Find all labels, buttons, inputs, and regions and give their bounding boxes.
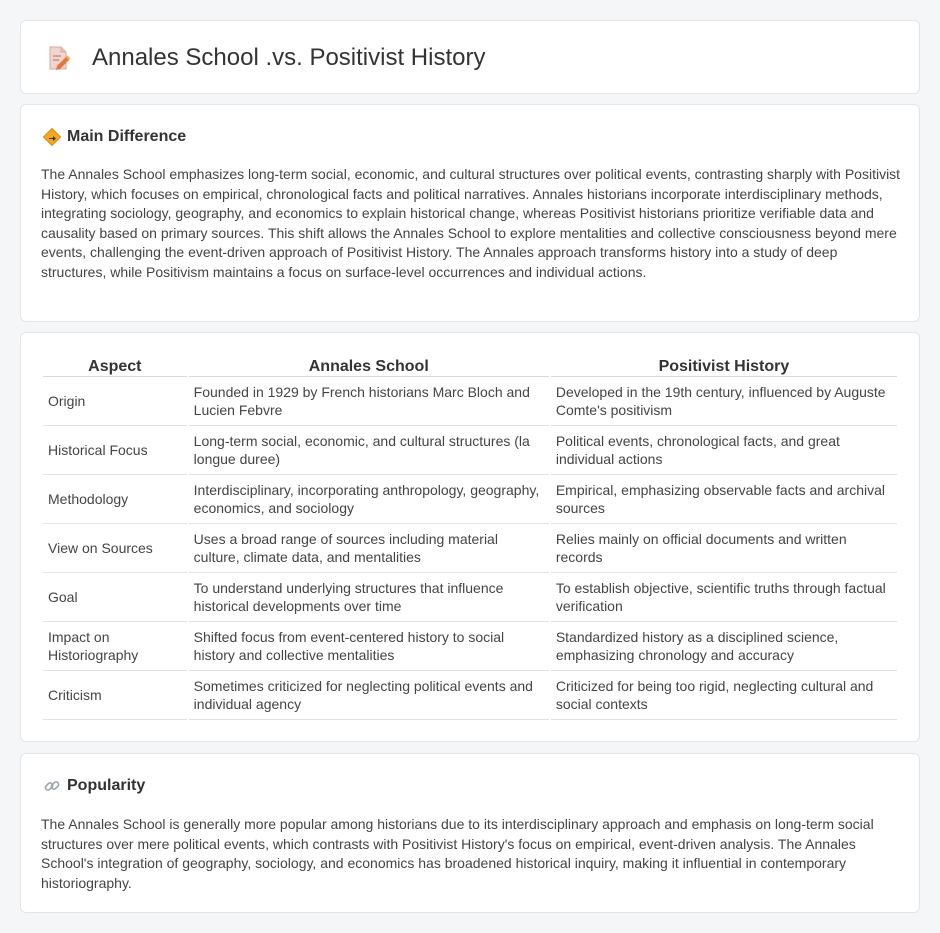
table-row [43, 524, 897, 573]
positivist-cell: To establish objective, scientific truths through factual verification [551, 573, 897, 622]
aspect-cell: Criticism [43, 671, 187, 720]
annales-cell: To understand underlying structures that influence historical developments over time [189, 573, 549, 622]
annales-cell: Interdisciplinary, incorporating anthropology, geography, economics, and sociology [189, 475, 549, 524]
table-header-row [43, 353, 897, 377]
annales-cell: Uses a broad range of sources including material culture, climate data, and mentalities [189, 524, 549, 573]
annales-cell: Sometimes criticized for neglecting political events and individual agency [189, 671, 549, 720]
popularity-card [20, 753, 920, 913]
popularity-text: The Annales School is generally more popular among historians due to its interdisciplinary approach and emphasis on long-term social structures over mere political events, which contrasts with Positivist History's focus on empirical, event-driven analysis. The Annales School's integration of geography, sociology, and economics has broadened historical inquiry, making it influential in contemporary historiography. [41, 816, 874, 891]
table-row [43, 475, 897, 524]
aspect-cell: Goal [43, 573, 187, 622]
link-icon [43, 777, 61, 795]
table-row [43, 426, 897, 475]
main-difference-title: Main Difference [67, 128, 187, 145]
main-difference-card [20, 104, 920, 322]
positivist-cell: Relies mainly on official documents and written records [551, 524, 897, 573]
main-difference-heading [43, 127, 186, 147]
positivist-cell: Political events, chronological facts, and great individual actions [551, 426, 897, 475]
diamond-sign-icon [43, 128, 61, 146]
table-row [43, 573, 897, 622]
aspect-cell: Origin [43, 377, 187, 426]
table-row [43, 671, 897, 720]
aspect-cell: Historical Focus [43, 426, 187, 475]
aspect-cell: View on Sources [43, 524, 187, 573]
comparison-card [20, 332, 920, 742]
comparison-table [41, 353, 899, 720]
annales-cell: Shifted focus from event-centered history to social history and collective mentalities [189, 622, 549, 671]
positivist-cell: Empirical, emphasizing observable facts and archival sources [551, 475, 897, 524]
annales-cell: Long-term social, economic, and cultural structures (la longue duree) [189, 426, 549, 475]
page-title: Annales School .vs. Positivist History [92, 44, 486, 71]
header-aspect: Aspect [43, 353, 187, 377]
aspect-cell: Impact on Historiography [43, 622, 187, 671]
table-row [43, 622, 897, 671]
annales-cell: Founded in 1929 by French historians Marc Bloch and Lucien Febvre [189, 377, 549, 426]
popularity-heading [43, 776, 145, 796]
popularity-title: Popularity [67, 777, 146, 794]
positivist-cell: Standardized history as a disciplined science, emphasizing chronology and accuracy [551, 622, 897, 671]
table-row [43, 377, 897, 426]
main-difference-text: The Annales School emphasizes long-term social, economic, and cultural structures over political events, contrasting sharply with Positivist History, which focuses on empirical, chronological facts and political narratives. Annales historians incorporate interdisciplinary methods, integrating sociology, geography, and economics to explain historical change, whereas Positivist historians prioritize verifiable data and causality based on primary sources. This shift allows the Annales School to explore mentalities and collective consciousness beyond mere events, challenging the event-driven approach of Positivist History. The Annales approach transforms history into a study of deep structures, while Positivism maintains a focus on surface-level occurrences and individual actions. [41, 166, 901, 280]
document-pencil-icon [47, 45, 71, 71]
header-annales: Annales School [189, 353, 549, 377]
aspect-cell: Methodology [43, 475, 187, 524]
header-positivist: Positivist History [551, 353, 897, 377]
header-card [20, 20, 920, 94]
positivist-cell: Developed in the 19th century, influenced by Auguste Comte's positivism [551, 377, 897, 426]
positivist-cell: Criticized for being too rigid, neglecting cultural and social contexts [551, 671, 897, 720]
